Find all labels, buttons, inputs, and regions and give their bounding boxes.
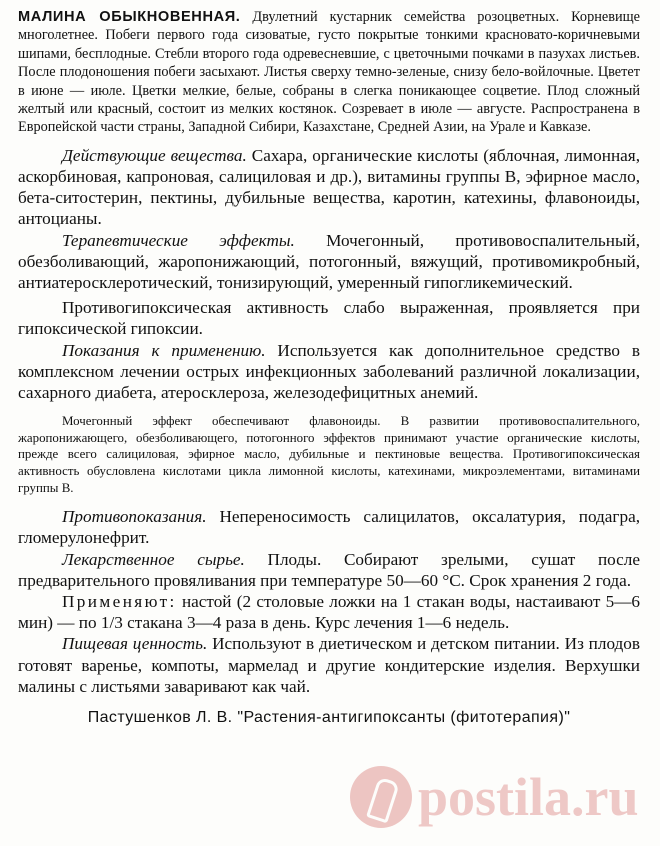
contraindications-paragraph [18, 506, 640, 548]
usage-paragraph [18, 591, 640, 633]
therapeutic-effects-label: Терапевтические эффекты. [62, 230, 295, 250]
therapeutic-effects-paragraph [18, 230, 640, 294]
indications-label: Показания к применению. [62, 340, 266, 360]
food-value-label: Пищевая ценность. [62, 634, 208, 654]
active-substances-label: Действующие вещества. [62, 145, 247, 165]
intro-text: Двулетний кустарник семейства розоцветных. Корневище многолетнее. Побеги первого года сизоватые, густо покрытые тонкими красновато-коричневыми шипами, бесплодные. Стебли второго года одревесневшие, с цветочными почками в пазухах листьев. После плодоношения побеги засыхают. Листья сверху темно-зеленые, снизу бело-войлочные. Цветет в июне — июле. Цветки мелкие, белые, собраны в слегка поникающее соцветие. Плод сложный желтый или красный, состоит из мелких костянок. Созревает в июле — августе. Распространена в Европейской части страны, Западной Сибири, Казахстане, Средней Азии, на Урале и Кавказе. [18, 9, 640, 136]
antihypoxic-paragraph: Противогипоксическая активность слабо выраженная, проявляется при гипоксической гипоксии. [18, 298, 640, 339]
therapeutic-effects-text: Мочегонный, противовоспалительный, обезболивающий, жаропонижающий, потогонный, вяжущий, противомикробный, антиатеросклеротический, тонизирующий, умеренный гипогликемический. [18, 230, 640, 293]
plant-title: МАЛИНА ОБЫКНОВЕННАЯ. [18, 9, 241, 25]
indications-paragraph [18, 340, 640, 404]
raw-material-paragraph [18, 549, 640, 591]
intro-paragraph [18, 8, 640, 137]
contraindications-text: Непереносимость салицилатов, оксалатурия, подагра, гломерулонефрит. [18, 507, 640, 548]
document-page [18, 8, 640, 727]
food-value-text: Используют в диетическом и детском питании. Из плодов готовят варенье, компоты, мармелад и другие кондитерские изделия. Верхушки малины с листьями заваривают как чай. [18, 634, 640, 696]
pin-icon [350, 766, 412, 828]
indications-text: Используется как дополнительное средство в комплексном лечении острых инфекционных заболеваний различной локализации, сахарного диабета, атеросклероза, железодефицитных анемий. [18, 340, 640, 403]
usage-text: настой (2 столовые ложки на 1 стакан воды, настаивают 5—6 мин) — по 1/3 стакана 3—4 раза в день. Курс лечения 1—6 недель. [18, 592, 640, 633]
active-substances-text: Сахара, органические кислоты (яблочная, лимонная, аскорбиновая, капроновая, салициловая и др.), витамины группы В, эфирное масло, бета-ситостерин, пектины, дубильные вещества, каротин, катехины, флавоноиды, антоцианы. [18, 145, 640, 229]
source-citation: Пастушенков Л. В. "Растения-антигипоксанты (фитотерапия)" [87, 709, 571, 727]
mechanism-paragraph: Мочегонный эффект обеспечивают флавоноиды. В развитии противовоспалительного, жаропонижающего, обезболивающего, потогонного эффектов принимают участие органические кислоты, прежде всего салициловая, эфирное масло, дубильные и пектиновые вещества. Противогипоксическая активность обусловлена кислотами цикла лимонной кислоты, катехинами, микроэлементами, витаминами группы В. [18, 414, 640, 495]
food-value-paragraph [18, 633, 640, 697]
contraindications-label: Противопоказания. [62, 507, 207, 527]
active-substances-paragraph [18, 145, 640, 230]
watermark [350, 752, 660, 842]
usage-label: Применяют: [62, 592, 177, 612]
watermark-text: postila.ru [418, 767, 639, 827]
raw-material-label: Лекарственное сырье. [62, 549, 245, 569]
raw-material-text: Плоды. Собирают зрелыми, сушат после предварительного провяливания при температуре 50—60 °С. Срок хранения 2 года. [18, 549, 640, 590]
